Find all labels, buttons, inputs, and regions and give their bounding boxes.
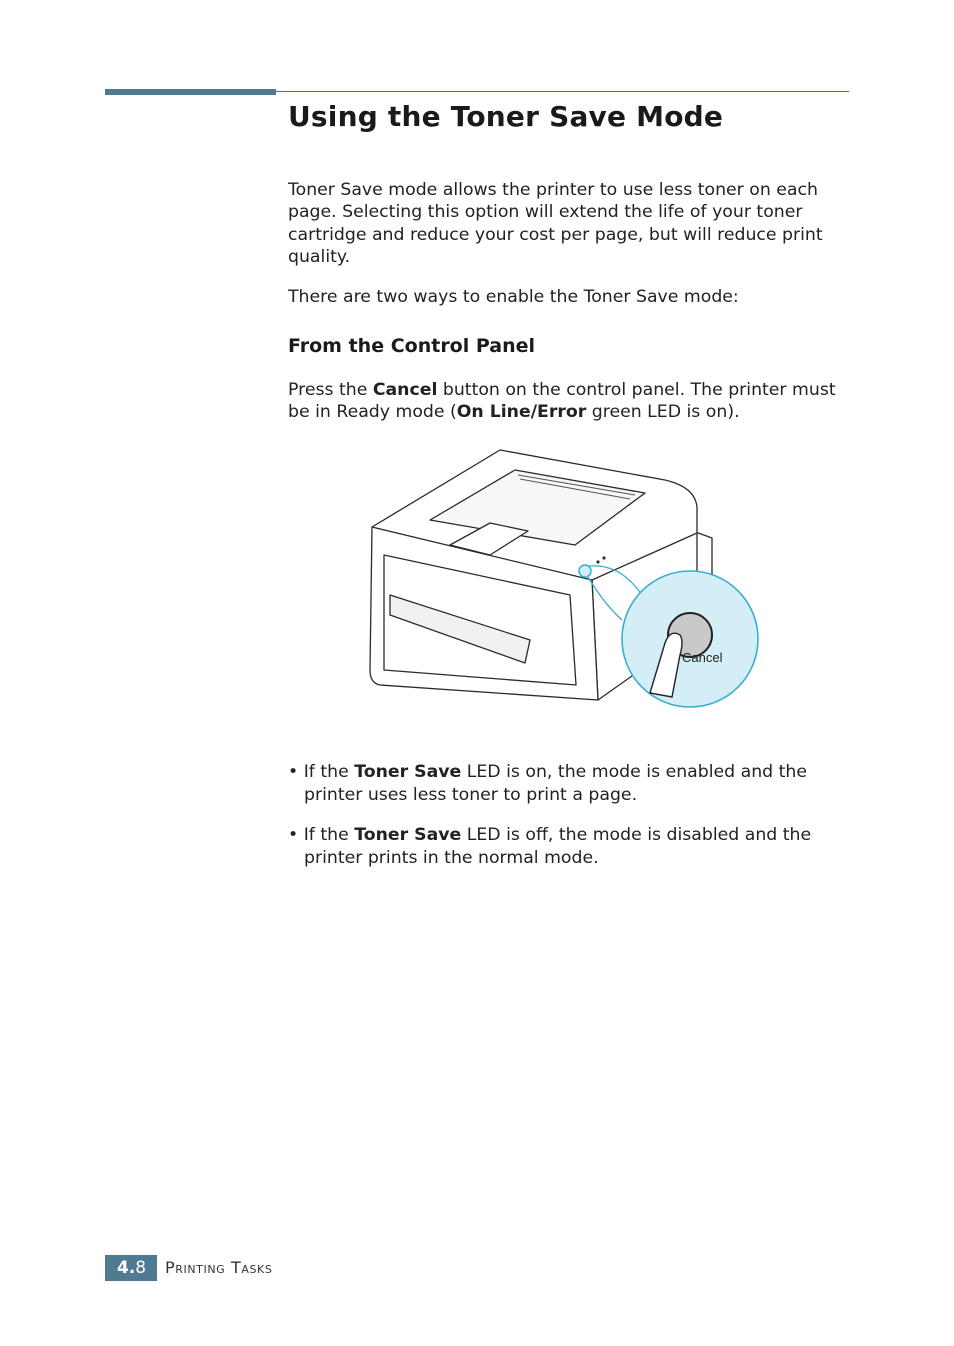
ways-paragraph: There are two ways to enable the Toner Save mode: bbox=[288, 287, 739, 307]
page-number-badge: 4.8 bbox=[105, 1255, 157, 1281]
footer-section-title: Printing Tasks bbox=[165, 1258, 273, 1277]
cancel-term: Cancel bbox=[372, 380, 438, 400]
intro-paragraph: Toner Save mode allows the printer to use less toner on each page. Selecting this option will extend the life of your toner cartridge and reduce your cost per page, but will reduce print quality. bbox=[288, 180, 823, 268]
section-heading: From the Control Panel bbox=[288, 335, 536, 357]
led-dot-icon bbox=[602, 556, 605, 559]
header-rule-line bbox=[276, 91, 849, 92]
cancel-label: Cancel bbox=[682, 650, 723, 665]
online-error-term: On Line/Error bbox=[456, 402, 587, 423]
printer-illustration bbox=[360, 445, 770, 730]
control-panel-paragraph: Press the Cancel button on the control panel. The printer must be in Ready mode (On Line/Error green LED is on). bbox=[288, 380, 836, 423]
page-title: Using the Toner Save Mode bbox=[288, 100, 724, 133]
printer-cancel-button bbox=[579, 565, 591, 577]
header-rule-accent bbox=[105, 89, 276, 95]
led-dot-icon bbox=[596, 560, 599, 563]
bullet-item: • If the Toner Save LED is off, the mode is disabled and the printer prints in the normal mode. bbox=[288, 825, 812, 868]
bullet-item: • If the Toner Save LED is on, the mode is enabled and the printer uses less toner to print a page. bbox=[288, 762, 807, 805]
